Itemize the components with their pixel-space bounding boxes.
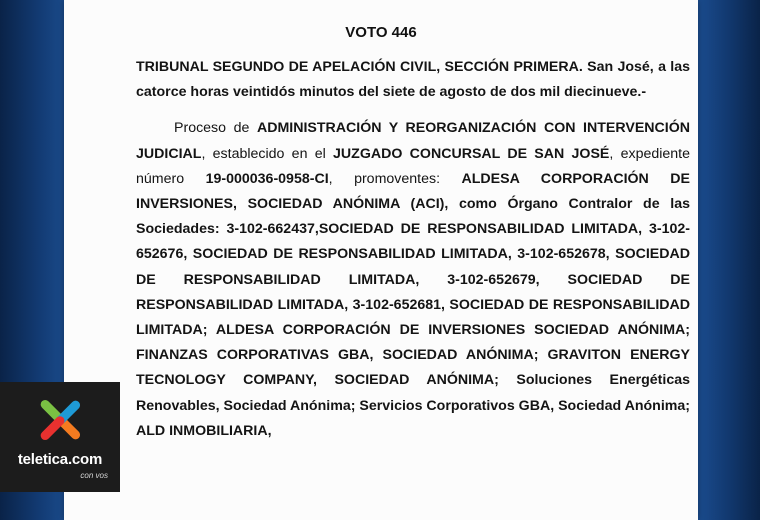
background-right [698, 0, 760, 520]
paragraph-proceso [136, 116, 690, 444]
teletica-logo [0, 382, 120, 492]
logo-tagline: con vos [80, 471, 108, 480]
teletica-x-icon [36, 396, 84, 444]
paragraph-heading: TRIBUNAL SEGUNDO DE APELACIÓN CIVIL, SECCIÓN PRIMERA. San José, a las catorce horas veintidós minutos del siete de agosto de dos mil diecinueve.- [136, 59, 690, 101]
text-run: Proceso de [174, 120, 257, 137]
bold-text-run: 19-000036-0958-CI [205, 170, 329, 187]
bold-text-run: ADMINISTRACIÓN Y REORGANIZACIÓN CON INTERVENCIÓN JUDICIAL [136, 120, 690, 162]
text-run: , expediente número [136, 145, 691, 187]
text-run: , establecido en el [201, 145, 334, 162]
bold-text-run: ALDESA CORPORACIÓN DE INVERSIONES, SOCIEDAD ANÓNIMA (ACI), como Órgano Contralor de las Sociedades: 3-102-662437,SOCIEDAD DE RESPONSABILIDAD LIMITADA, 3-102-652676, SOCIEDAD DE RESPONSABILIDAD LIMITADA, 3-102-652678, SOCIEDAD DE RESPONSABILIDAD LIMITADA, 3-102-652679, SOCIEDAD DE RESPONSABILIDAD LIMITADA, 3-102-652681, SOCIEDAD DE RESPONSABILIDAD LIMITADA; ALDESA CORPORACIÓN DE INVERSIONES SOCIEDAD ANÓNIMA; FINANZAS CORPORATIVAS GBA, SOCIEDAD ANÓNIMA; GRAVITON ENERGY TECNOLOGY COMPANY, SOCIEDAD ANÓNIMA; Soluciones Energéticas Renovables, Sociedad Anónima; Servicios Corporativos GBA, Sociedad Anónima; ALD INMOBILIARIA, [136, 170, 690, 439]
document-page [64, 0, 698, 520]
logo-stroke-red [39, 414, 67, 442]
text-run: , promoventes: [328, 170, 462, 187]
document-title: VOTO 446 [345, 24, 417, 41]
document-body [136, 55, 690, 444]
logo-brand-text: teletica.com [17, 451, 103, 468]
bold-text-run: JUZGADO CONCURSAL DE SAN JOSÉ [333, 145, 610, 162]
